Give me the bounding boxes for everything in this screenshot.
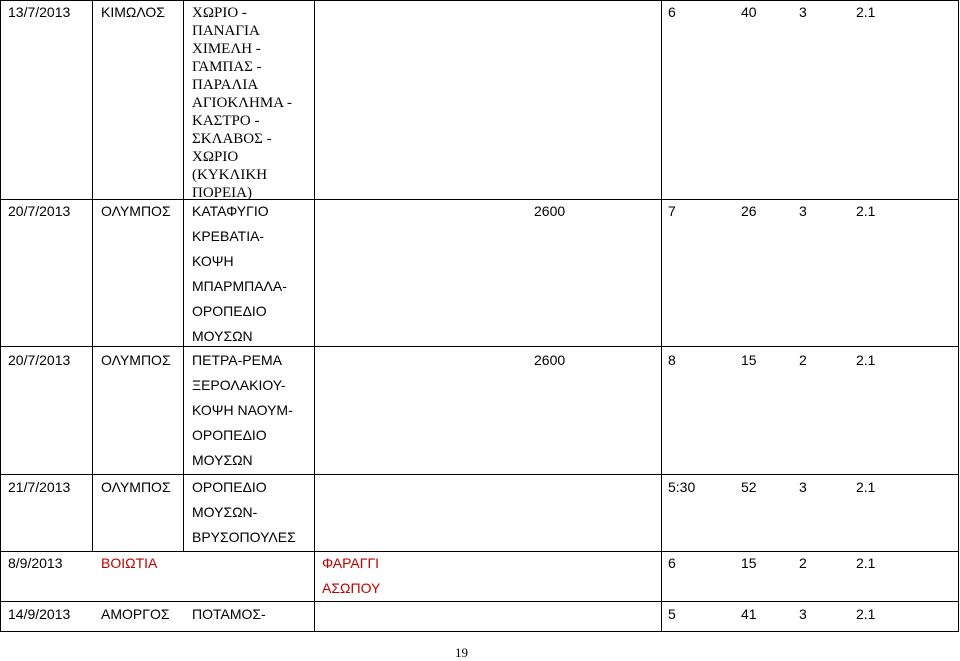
row1-date: 13/7/2013: [8, 4, 71, 20]
row6-v4: 3: [799, 606, 807, 622]
row6-v3: 41: [741, 606, 757, 622]
row4-date: 21/7/2013: [8, 479, 71, 495]
row-sep-2: [0, 346, 959, 347]
row2-region: ΟΛΥΜΠΟΣ: [101, 203, 171, 219]
row5-region: ΒΟΙΩΤΙΑ: [101, 555, 158, 571]
border-col4: [661, 0, 662, 631]
row1-v5: 2.1: [856, 4, 876, 20]
border-col3: [314, 0, 315, 631]
border-right: [958, 0, 959, 631]
row5-v5: 2.1: [856, 555, 876, 571]
row3-v3: 15: [741, 352, 757, 368]
row4-v4: 3: [799, 479, 807, 495]
row5-extra: ΦΑΡΑΓΓΙ ΑΣΩΠΟΥ: [322, 555, 381, 596]
row3-v5: 2.1: [856, 352, 876, 368]
border-bottom: [0, 631, 959, 632]
row4-v3: 52: [741, 479, 757, 495]
border-col2: [183, 0, 184, 551]
row1-route: ΧΩΡΙΟ - ΠΑΝΑΓΙΑ ΧΙΜΕΛΗ - ΓΑΜΠΑΣ - ΠΑΡΑΛΙΑ ΑΓΙΟΚΛΗΜΑ - ΚΑΣΤΡΟ - ΣΚΛΑΒΟΣ - ΧΩΡΙΟ (ΚΥΚΛΙΚΗ ΠΟΡΕΙΑ): [192, 5, 292, 201]
row5-v4: 2: [799, 555, 807, 571]
row6-v5: 2.1: [856, 606, 876, 622]
row3-region: ΟΛΥΜΠΟΣ: [101, 352, 171, 368]
border-left: [0, 0, 1, 631]
row6-date: 14/9/2013: [8, 606, 71, 622]
row2-v4: 3: [799, 203, 807, 219]
row4-v2: 5:30: [668, 479, 696, 495]
row1-v3: 40: [741, 4, 757, 20]
row6-region: ΑΜΟΡΓΟΣ: [101, 606, 170, 622]
row6-route: ΠΟΤΑΜΟΣ-: [192, 606, 266, 622]
row2-v1: 2600: [534, 203, 566, 219]
row1-v2: 6: [668, 4, 676, 20]
row2-date: 20/7/2013: [8, 203, 71, 219]
row5-v2: 6: [668, 555, 676, 571]
row6-v2: 5: [668, 606, 676, 622]
row4-route: ΟΡΟΠΕΔΙΟ ΜΟΥΣΩΝ- ΒΡΥΣΟΠΟΥΛΕΣ: [192, 479, 296, 545]
row2-v5: 2.1: [856, 203, 876, 219]
page-number: 19: [455, 645, 468, 660]
row1-v4: 3: [799, 4, 807, 20]
row4-v5: 2.1: [856, 479, 876, 495]
row3-route: ΠΕΤΡΑ-ΡΕΜΑ ΞΕΡΟΛΑΚΙΟΥ- ΚΟΨΗ ΝΑΟΥΜ- ΟΡΟΠΕΔΙΟ ΜΟΥΣΩΝ: [192, 352, 293, 468]
row4-region: ΟΛΥΜΠΟΣ: [101, 479, 171, 495]
row3-v2: 8: [668, 352, 676, 368]
row5-v3: 15: [741, 555, 757, 571]
border-col1: [92, 0, 93, 551]
row3-date: 20/7/2013: [8, 352, 71, 368]
row2-v2: 7: [668, 203, 676, 219]
row3-v4: 2: [799, 352, 807, 368]
row3-v1: 2600: [534, 352, 566, 368]
row1-region: ΚΙΜΩΛΟΣ: [101, 4, 165, 20]
row2-route: ΚΑΤΑΦΥΓΙΟ ΚΡΕΒΑΤΙΑ- ΚΟΨΗ ΜΠΑΡΜΠΑΛΑ- ΟΡΟΠΕΔΙΟ ΜΟΥΣΩΝ: [192, 203, 287, 344]
row5-date: 8/9/2013: [8, 555, 63, 571]
row2-v3: 26: [741, 203, 757, 219]
